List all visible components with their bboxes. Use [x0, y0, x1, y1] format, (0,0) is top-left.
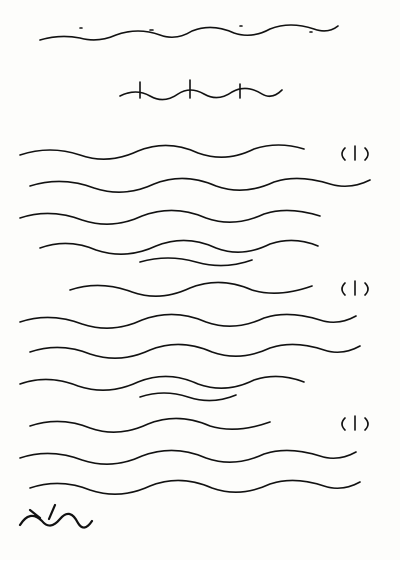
header-line: [40, 25, 338, 40]
section-2-marker: [342, 281, 368, 295]
section-1-line-1: [20, 145, 304, 159]
section-1-marker: [342, 146, 368, 160]
section-3-line-1: [30, 418, 270, 432]
section-2-line-2: [20, 314, 356, 328]
section-1-line-4: [40, 240, 318, 254]
basmala-line: [120, 88, 282, 99]
section-2-line-5: [140, 393, 236, 401]
section-2-line-4: [20, 376, 304, 390]
section-3-line-3: [30, 480, 360, 494]
section-3-marker: [342, 416, 368, 430]
section-1-line-2: [30, 178, 370, 192]
signature: [20, 505, 92, 528]
section-3-line-2: [20, 450, 356, 464]
section-1-line-5: [140, 258, 252, 266]
section-1-line-3: [20, 210, 320, 224]
section-2-line-1: [70, 282, 312, 296]
section-2-line-3: [30, 344, 360, 358]
